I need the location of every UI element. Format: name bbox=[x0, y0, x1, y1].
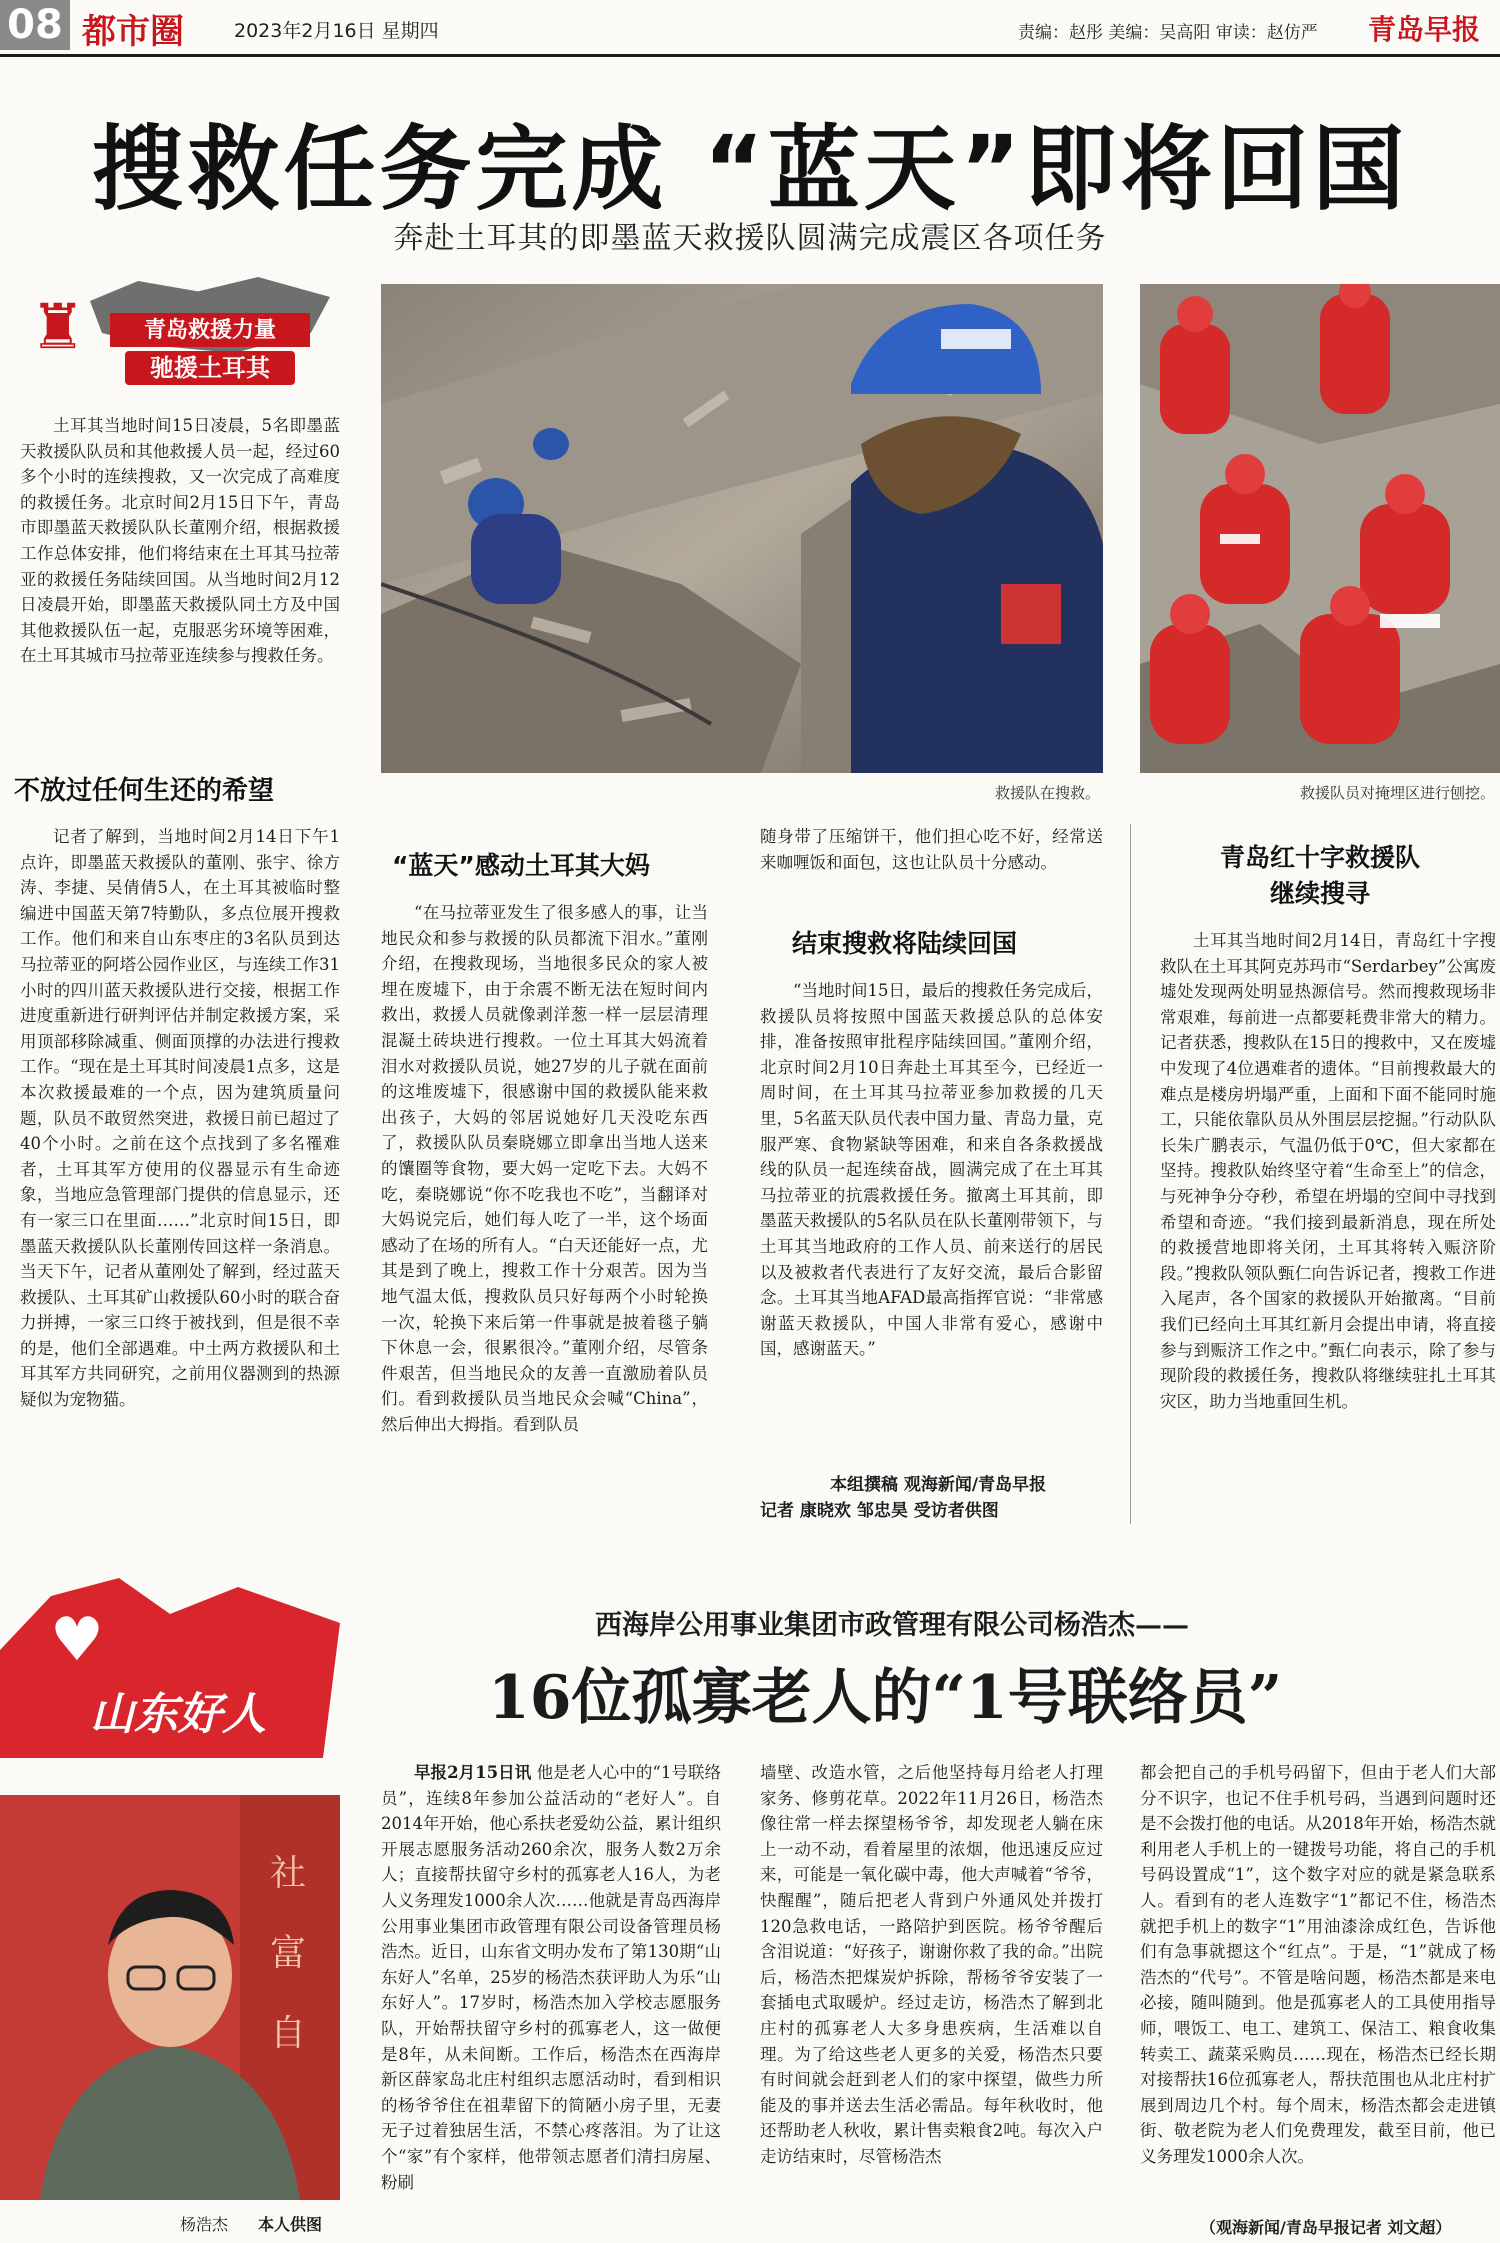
section4-title-line2: 继续搜寻 bbox=[1269, 879, 1370, 908]
red-cross-photo bbox=[1140, 284, 1500, 773]
issue-date: 2023年2月16日 星期四 bbox=[234, 20, 439, 42]
section-badge bbox=[30, 277, 330, 392]
story2-byline: （观海新闻/青岛早报记者 刘文超） bbox=[1200, 2218, 1452, 2237]
svg-text:富: 富 bbox=[270, 1933, 307, 1974]
section1-title: 不放过任何生还的希望 bbox=[14, 776, 275, 806]
portrait-photo bbox=[0, 1795, 340, 2200]
rubble-illustration bbox=[381, 284, 1103, 773]
badge-line-2: 驰援土耳其 bbox=[125, 351, 295, 385]
shandong-good-people-logo bbox=[0, 1578, 340, 1758]
story2-kicker: 西海岸公用事业集团市政管理有限公司杨浩杰—— bbox=[595, 1610, 1189, 1641]
editor-credits: 责编：赵彤 美编：吴高阳 审读：赵仿严 bbox=[1018, 23, 1318, 43]
portrait-caption-name: 杨浩杰 bbox=[180, 2215, 229, 2234]
byline-1: 本组撰稿 观海新闻/青岛早报 bbox=[830, 1475, 1047, 1495]
section3-lead-in: 随身带了压缩饼干，他们担心吃不好，经常送来咖喱饭和面包，这也让队员十分感动。 bbox=[760, 827, 1103, 872]
logo-text: 山东好人 bbox=[90, 1689, 266, 1740]
section4-text: 土耳其当地时间2月14日，青岛红十字搜救队在土耳其阿克苏玛市“Serdarbey”公寓废墟处发现两处明显热源信号。然而搜救现场非常艰难，每前进一点都要耗费非常大的精力。记者获悉，搜救队在15日的搜救中，又在废墟中发现了4位遇难者的遗体。“目前搜救最大的难点是楼房坍塌严重，上面和下面不能同时施工，只能依靠队员从外围层层挖掘。”行动队队长朱广鹏表示，气温仍低于0℃，但大家都在坚持。搜救队始终坚守着“生命至上”的信念，与死神争分夺秒，希望在坍塌的空间中寻找到希望和奇迹。“我们接到最新消息，现在所处的救援营地即将关闭，土耳其将转入赈济阶段。”搜救队领队甄仁向告诉记者，搜救工作进入尾声，各个国家的救援队开始撤离。“目前我们已经向土耳其红新月会提出申请，将直接参与到赈济工作之中。”甄仁向表示，除了参与现阶段的救援任务，搜救队将继续驻扎土耳其灾区，助力当地重回生机。 bbox=[1160, 931, 1496, 1411]
portrait-caption-credit: 本人供图 bbox=[258, 2215, 323, 2234]
portrait-illustration bbox=[0, 1795, 340, 2200]
story2-col1 bbox=[381, 1760, 721, 2195]
badge-line-1: 青岛救援力量 bbox=[110, 313, 310, 347]
main-headline: 搜救任务完成 “蓝天”即将回国 bbox=[91, 116, 1409, 223]
photo2-caption: 救援队员对掩埋区进行刨挖。 bbox=[1299, 784, 1495, 802]
section3-text: “当地时间15日，最后的搜救任务完成后，救援队员将按照中国蓝天救援总队的总体安排，准备按照审批程序陆续回国。”董刚介绍，北京时间2月10日奔赴土耳其至今，已经近一周时间，在土耳其马拉蒂亚参加救援的几天里，5名蓝天队员代表中国力量、青岛力量，克服严寒、食物紧缺等困难，和来自各条救援战线的队员一起连续奋战，圆满完成了在土耳其马拉蒂亚的抗震救援任务。撤离土耳其前，即墨蓝天救援队的5名队员在队长董刚带领下，与土耳其当地政府的工作人员、前来送行的居民以及被救者代表进行了友好交流，最后合影留念。土耳其当地AFAD最高指挥官说：“非常感谢蓝天救援队，中国人非常有爱心，感谢中国，感谢蓝天。” bbox=[760, 981, 1103, 1359]
story2-col3: 都会把自己的手机号码留下，但由于老人们大部分不识字，也记不住手机号码，当遇到问题时还是不会拨打他的电话。从2018年开始，杨浩杰就利用老人手机上的一键拨号功能，将自己的手机号码设置成“1”，这个数字对应的就是紧急联系人。看到有的老人连数字“1”都记不住，杨浩杰就把手机上的数字“1”用油漆涂成红色，告诉他们有急事就摁这个“红点”。于是，“1”就成了杨浩杰的“代号”。不管是啥问题，杨浩杰都是来电必接，随叫随到。他是孤寡老人的工具使用指导师，喂饭工、电工、建筑工、保洁工、粮食收集转卖工、蔬菜采购员……现在，杨浩杰已经长期对接帮扶16位孤寡老人，帮扶范围也从北庄村扩展到周边几个村。每个周末，杨浩杰都会走进镇街、敬老院为老人们免费理发，截至目前，他已义务理发1000余人次。 bbox=[1140, 1763, 1496, 2166]
section-title: 都市圈 bbox=[82, 12, 184, 52]
landmark-icon: ♜ bbox=[30, 290, 86, 363]
story2-col2: 墙壁、改造水管，之后他坚持每月给老人打理家务、修剪花草。2022年11月26日，杨浩杰像往常一样去探望杨爷爷，却发现老人躺在床上一动不动，看着屋里的浓烟，他迅速反应过来，可能是一氧化碳中毒，他大声喊着“爷爷，快醒醒”，随后把老人背到户外通风处并拨打120急救电话，一路陪护到医院。杨爷爷醒后含泪说道：“好孩子，谢谢你救了我的命。”出院后，杨浩杰把煤炭炉拆除，帮杨爷爷安装了一套插电式取暖炉。经过走访，杨浩杰了解到北庄村的孤寡老人大多身患疾病，生活难以自理。为了给这些老人更多的关爱，杨浩杰只要有时间就会赶到老人们的家中探望，做些力所能及的事并送去生活必需品。每年秋收时，他还帮助老人秋收，累计售卖粮食2吨。每次入户走访结束时，尽管杨浩杰 bbox=[760, 1763, 1103, 2166]
story2-dateline: 早报2月15日讯 bbox=[414, 1763, 532, 1782]
section2-title: “蓝天”感动土耳其大妈 bbox=[392, 851, 650, 880]
intro-paragraph: 土耳其当地时间15日凌晨，5名即墨蓝天救援队队员和其他救援人员一起，经过60多个小时的连续搜救，又一次完成了高难度的救援任务。北京时间2月15日下午，青岛市即墨蓝天救援队队长董刚介绍，根据救援工作总体安排，他们将结束在土耳其马拉蒂亚的救援任务陆续回国。从当地时间2月12日凌晨开始，即墨蓝天救援队同土方及中国其他救援队伍一起，克服恶劣环境等困难，在土耳其城市马拉蒂亚连续参与搜救任务。 bbox=[20, 416, 340, 666]
main-subhead: 奔赴土耳其的即墨蓝天救援队圆满完成震区各项任务 bbox=[393, 221, 1107, 256]
rescue-photo bbox=[381, 284, 1103, 773]
byline-2: 记者 康晓欢 邹忠昊 受访者供图 bbox=[760, 1501, 999, 1521]
section1-text: 记者了解到，当地时间2月14日下午1点许，即墨蓝天救援队的董刚、张宇、徐方涛、李捷、吴倩倩5人，在土耳其被临时整编进中国蓝天第7特勤队，多点位展开搜救工作。他们和来自山东枣庄的3名队员到达马拉蒂亚的阿塔公园作业区，与连续工作31小时的四川蓝天救援队进行交接，根据工作进度重新进行研判评估并制定救援方案，采用顶部移除减重、侧面顶撑的办法进行搜救工作。“现在是土耳其时间凌晨1点多，这是本次救援最难的一个点，因为建筑质量问题，队员不敢贸然突进，救援日前已超过了40个小时。之前在这个点找到了多名罹难者，土耳其军方使用的仪器显示有生命迹象，当地应急管理部门提供的信息显示，还有一家三口在里面……”北京时间15日，即墨蓝天救援队队长董刚传回这样一条消息。当天下午，记者从董刚处了解到，经过蓝天救援队、土耳其矿山救援队60小时的联合奋力拼搏，一家三口终于被找到，但是很不幸的是，他们全部遇难。中土两方救援队和土耳其军方共同研究，之前用仪器测到的热源疑似为宠物猫。 bbox=[20, 827, 340, 1410]
svg-text:社: 社 bbox=[270, 1853, 307, 1894]
story2-col1-text: 他是老人心中的“1号联络员”，连续8年参加公益活动的“老好人”。自2014年开始，他心系扶老爱幼公益，累计组织开展志愿服务活动260余次，服务人数2万余人；直接帮扶留守乡村的孤寡老人16人，为老人义务理发1000余人次……他就是青岛西海岸公用事业集团市政管理有限公司设备管理员杨浩杰。近日，山东省文明办发布了第130期“山东好人”名单，25岁的杨浩杰获评助人为乐“山东好人”。17岁时，杨浩杰加入学校志愿服务队，开始帮扶留守乡村的孤寡老人，这一做便是8年，从未间断。工作后，杨浩杰在西海岸新区薛家岛北庄村组织志愿活动时，看到相识的杨爷爷住在祖辈留下的简陋小房子里，无妻无子过着独居生活，不禁心疼落泪。为了让这个“家”有个家样，他带领志愿者们清扫房屋、粉刷 bbox=[381, 1763, 721, 2192]
header-rule bbox=[0, 54, 1500, 57]
column-rule bbox=[1130, 824, 1131, 1524]
page-number: 08 bbox=[0, 0, 70, 50]
red-team-illustration bbox=[1140, 284, 1500, 773]
story2-headline: 16位孤寡老人的“1号联络员” bbox=[488, 1663, 1283, 1733]
newspaper-brand: 青岛早报 bbox=[1368, 13, 1481, 46]
svg-text:自: 自 bbox=[270, 2013, 307, 2054]
heart-icon: ♥ bbox=[50, 1605, 104, 1675]
photo1-caption: 救援队在搜救。 bbox=[994, 784, 1100, 802]
section4-title-line1: 青岛红十字救援队 bbox=[1219, 843, 1420, 872]
section3-title: 结束搜救将陆续回国 bbox=[792, 929, 1018, 958]
section2-text: “在马拉蒂亚发生了很多感人的事，让当地民众和参与救援的队员都流下泪水。”董刚介绍，在搜救现场，当地很多民众的家人被埋在废墟下，由于余震不断无法在短时间内救出，救援人员就像剥洋葱一样一层层清理混凝土砖块进行搜救。一位土耳其大妈流着泪水对救援队员说，她27岁的儿子就在面前的这堆废墟下，很感谢中国的救援队能来救出孩子，大妈的邻居说她好几天没吃东西了，救援队队员秦晓娜立即拿出当地人送来的馕圈等食物，要大妈一定吃下去。大妈不吃，秦晓娜说“你不吃我也不吃”，当翻译对大妈说完后，她们每人吃了一半，这个场面感动了在场的所有人。“白天还能好一点，尤其是到了晚上，搜救工作十分艰苦。因为当地气温太低，搜救队员只好每两个小时轮换一次，轮换下来后第一件事就是披着毯子躺下休息一会，很累很冷。”董刚介绍，尽管条件艰苦，但当地民众的友善一直激励着队员们。看到救援队员当地民众会喊“China”，然后伸出大拇指。看到队员 bbox=[381, 903, 708, 1434]
